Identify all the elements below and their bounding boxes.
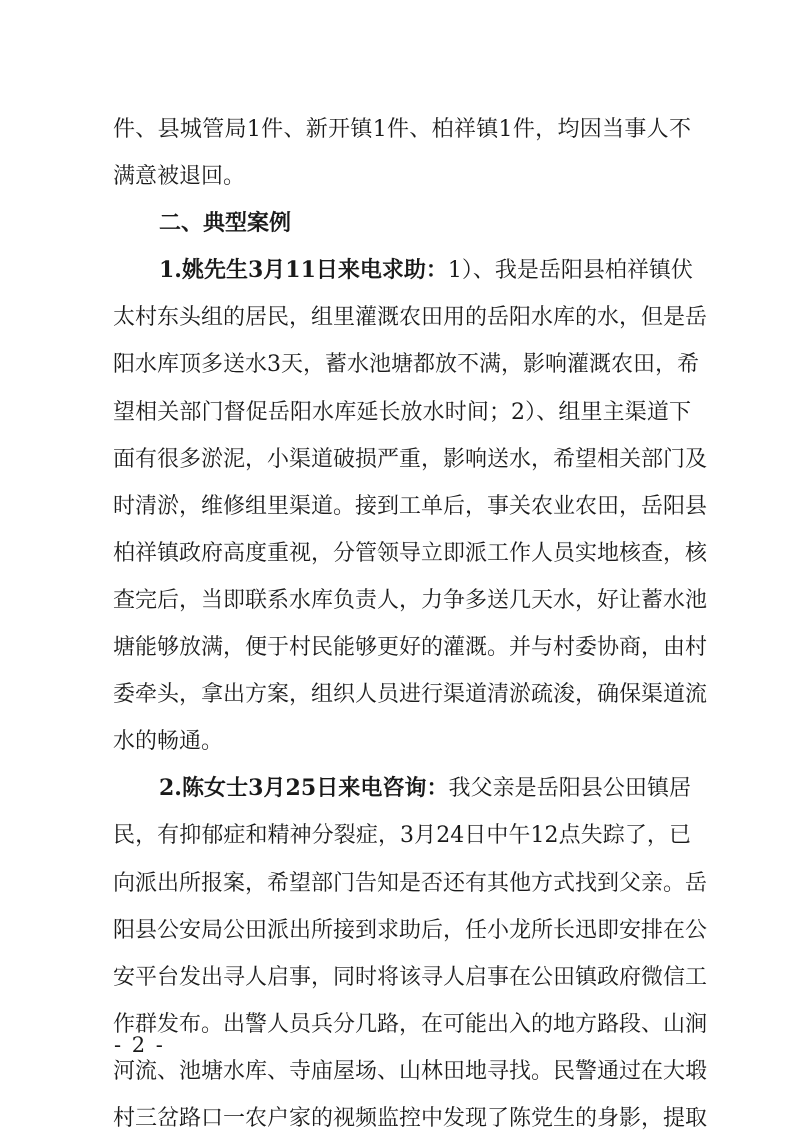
paragraph-line: 作群发布。出警人员兵分几路，在可能出入的地方路段、山涧 [113,1011,708,1037]
paragraph-line: 委牵头，拿出方案，组织人员进行渠道清淤疏浚，确保渠道流 [113,682,708,708]
paragraph-line: 安平台发出寻人启事，同时将该寻人启事在公田镇政府微信工 [113,964,708,990]
case-1-first-line-text: 1）、我是岳阳县柏祥镇伏 [447,258,693,284]
paragraph-line: 柏祥镇政府高度重视，分管领导立即派工作人员实地核查，核 [113,540,708,566]
paragraph-line: 时清淤，维修组里渠道。接到工单后，事关农业农田，岳阳县 [113,493,708,519]
case-1-title: 1.姚先生3月11日来电求助： [159,257,448,284]
document-body [113,106,708,1142]
paragraph-line: 太村东头组的居民，组里灌溉农田用的岳阳水库的水，但是岳 [113,305,708,331]
paragraph-line: 望相关部门督促岳阳水库延长放水时间；2）、组里主渠道下 [113,399,691,425]
section-heading: 二、典型案例 [159,211,292,237]
paragraph-line: 村三岔路口一农户家的视频监控中发现了陈党生的身影，提取 [113,1105,708,1131]
paragraph-line: 民，有抑郁症和精神分裂症，3月24日中午12点失踪了，已 [113,823,691,849]
paragraph-line: 河流、池塘水库、寺庙屋场、山林田地寻找。民警通过在大塅 [113,1058,708,1084]
case-2-first-line [113,765,691,812]
paragraph-line: 面有很多淤泥，小渠道破损严重，影响送水，希望相关部门及 [113,446,708,472]
paragraph-line: 满意被退回。 [113,164,246,190]
page-number: - 2 - [114,1033,165,1057]
paragraph-line: 向派出所报案，希望部门告知是否还有其他方式找到父亲。岳 [113,870,708,896]
paragraph-line: 水的畅通。 [113,729,224,755]
paragraph-line: 查完后，当即联系水库负责人，力争多送几天水，好让蓄水池 [113,587,708,613]
paragraph-line: 件、县城管局1件、新开镇1件、柏祥镇1件，均因当事人不 [113,117,691,142]
paragraph-line: 塘能够放满，便于村民能够更好的灌溉。并与村委协商，由村 [113,635,708,661]
paragraph-line: 阳县公安局公田派出所接到求助后，任小龙所长迅即安排在公 [113,917,708,943]
paragraph-line: 阳水库顶多送水3天，蓄水池塘都放不满，影响灌溉农田，希 [113,352,699,378]
case-2-title: 2.陈女士3月25日来电咨询： [159,775,449,802]
case-1-first-line [113,247,691,294]
case-2-first-line-text: 我父亲是岳阳县公田镇居 [448,776,691,802]
